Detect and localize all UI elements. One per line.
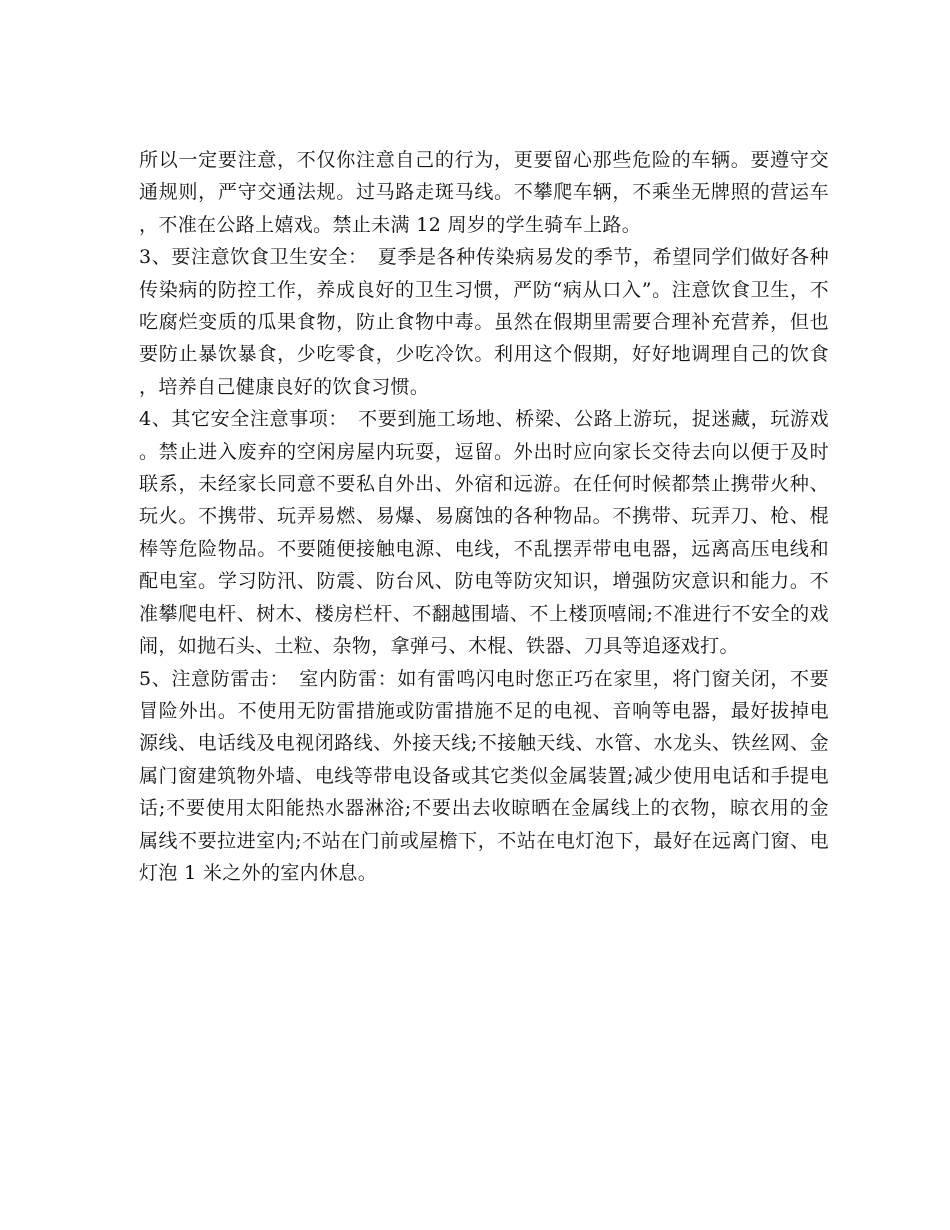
document-body <box>139 144 829 889</box>
paragraph-lightning-safety: 5、注意防雷击： 室内防雷：如有雷鸣闪电时您正巧在家里，将门窗关闭，不要冒险外出。不使用无防雷措施或防雷措施不足的电视、音响等电器，最好拔掉电源线、电话线及电视闭路线、外接天线;不接触天线、水管、水龙头、铁丝网、金属门窗建筑物外墙、电线等带电设备或其它类似金属装置;减少使用电话和手提电话;不要使用太阳能热水器淋浴;不要出去收晾晒在金属线上的衣物，晾衣用的金属线不要拉进室内;不站在门前或屋檐下，不站在电灯泡下，最好在远离门窗、电灯泡 1 米之外的室内休息。 <box>139 667 829 884</box>
paragraph-other-safety: 4、其它安全注意事项： 不要到施工场地、桥梁、公路上游玩，捉迷藏，玩游戏。禁止进入废弃的空闲房屋内玩耍，逗留。外出时应向家长交待去向以便于及时联系，未经家长同意不要私自外出、外宿和远游。在任何时候都禁止携带火种、玩火。不携带、玩弄易燃、易爆、易腐蚀的各种物品。不携带、玩弄刀、枪、棍棒等危险物品。不要随便接触电源、电线，不乱摆弄带电电器，远离高压电线和配电室。学习防汛、防震、防台风、防电等防灾知识，增强防灾意识和能力。不准攀爬电杆、树木、楼房栏杆、不翻越围墙、不上楼顶嘻闹;不准进行不安全的戏闹，如抛石头、土粒、杂物，拿弹弓、木棍、铁器、刀具等追逐戏打。 <box>139 408 829 658</box>
paragraph-traffic-safety: 所以一定要注意，不仅你注意自己的行为，更要留心那些危险的车辆。要遵守交通规则，严守交通法规。过马路走斑马线。不攀爬车辆，不乘坐无牌照的营运车，不准在公路上嬉戏。禁止未满 12 周岁的学生骑车上路。 <box>139 149 829 236</box>
paragraph-food-safety: 3、要注意饮食卫生安全： 夏季是各种传染病易发的季节，希望同学们做好各种传染病的防控工作，养成良好的卫生习惯，严防“病从口入”。注意饮食卫生，不吃腐烂变质的瓜果食物，防止食物中毒。虽然在假期里需要合理补充营养，但也要防止暴饮暴食，少吃零食，少吃冷饮。利用这个假期，好好地调理自己的饮食，培养自己健康良好的饮食习惯。 <box>139 246 829 398</box>
